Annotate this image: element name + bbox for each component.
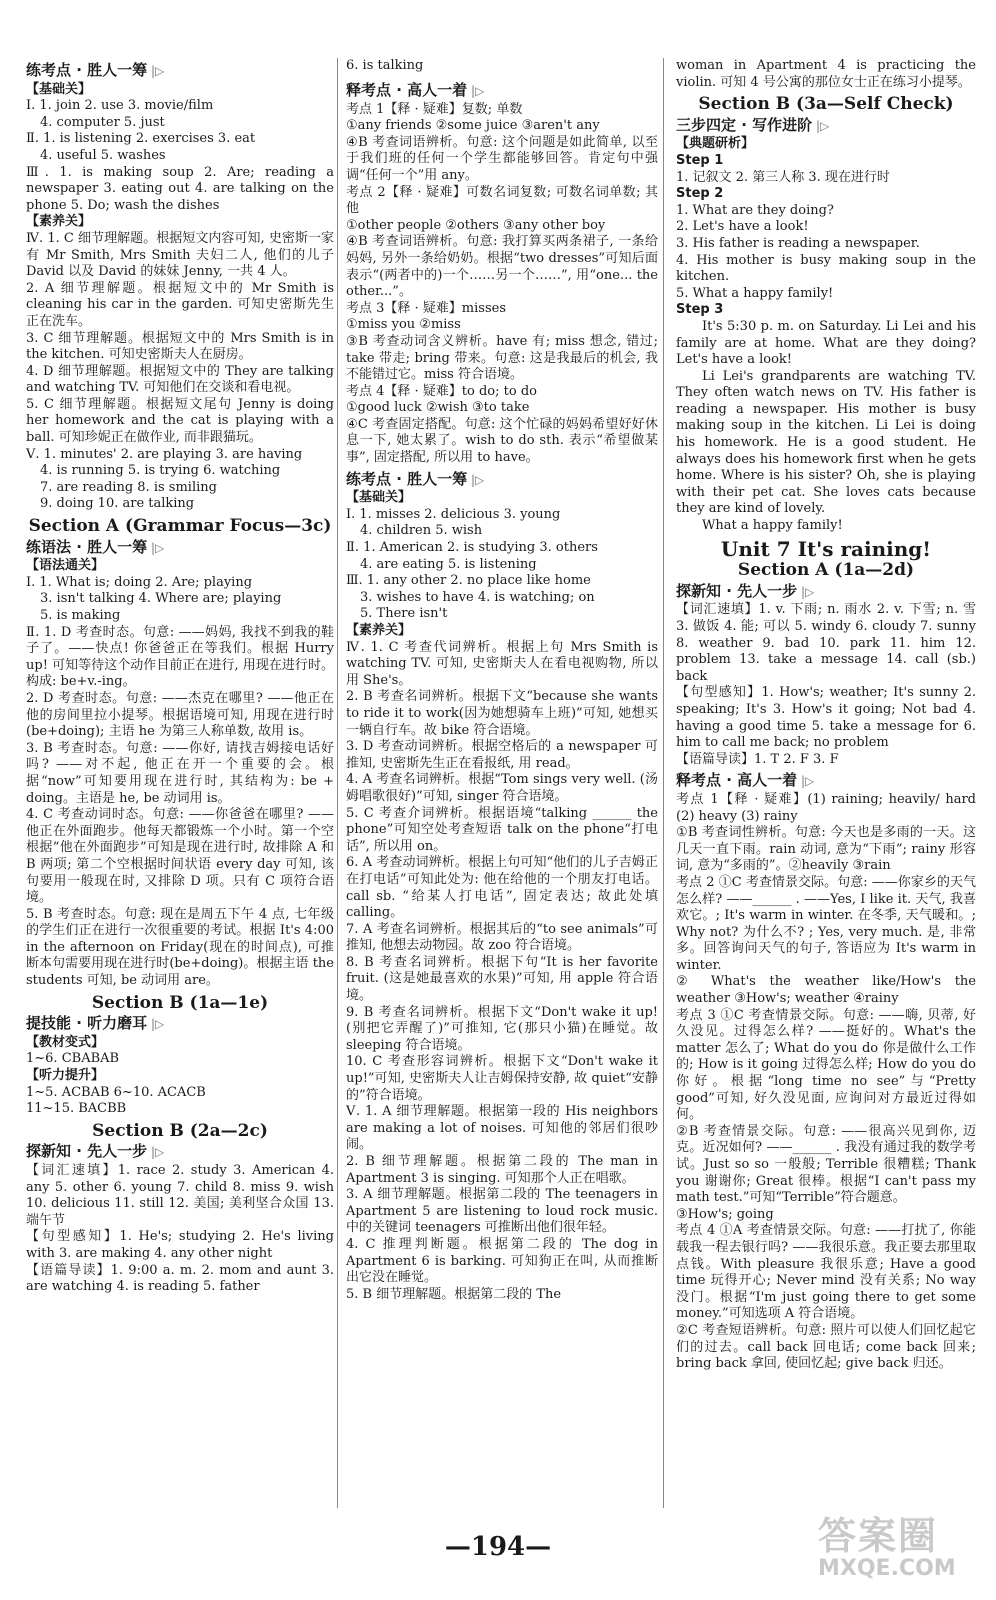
subsection-label: Step 3 [676,302,724,318]
section-title: Section B (3a—Self Check) [698,94,954,115]
watermark-line1: 答案圈 [818,1514,939,1558]
section-heading: 练考点 · 胜人一筹 |▷ [26,61,165,79]
section-heading: 释考点 · 高人一着 |▷ [346,81,485,99]
answer-line: Ⅲ. 1. is making soup 2. Are; reading a newspaper 3. eating out 4. are talking on the phone 5. Do; wash the dishes [26,164,334,213]
heading-arrow-icon: |▷ [812,118,830,133]
answer-line: Ⅱ. 1. is listening 2. exercises 3. eat [26,131,256,147]
answer-line: ③How's; going [676,1206,774,1222]
heading-arrow-icon: |▷ [147,1017,165,1032]
answer-line: 7. are reading 8. is smiling [40,479,217,495]
subsection-label: 【素养关】 [346,623,412,638]
section-heading: 练语法 · 胜人一筹 |▷ [26,537,165,556]
answer-line: 4. D 细节理解题。根据短文中的 They are talking and watching TV. 可知他们在交谈和看电视。 [26,363,334,396]
subsection-label: 【典题研析】 [676,136,755,152]
answer-line: ② What's the weather like/How's the weather ③How's; weather ④rainy [676,974,976,1007]
answer-line: 【词汇速填】1. race 2. study 3. American 4. any 5. other 6. young 7. child 8. miss 9. wish 10. delicious 11. still 12. 美国; 美利坚合众国 13. 端午节 [26,1163,334,1228]
section-title: Section A (1a—2d) [737,560,915,581]
answer-line: ①B 考查词性辨析。句意: 今天也是多雨的一天。这几天一直下雨。rain 动词, 意为“下雨”; rainy 形容词, 意为“多雨的”。②heavily ③rain [676,825,976,874]
page-number: —194— [444,1532,552,1562]
answer-line: 【句型感知】1. How's; weather; It's sunny 2. speaking; It's 3. How's it going; Not bad 4. having a good time 5. take a message for 6. him to call me back; no problem [676,685,976,751]
answer-line: Ⅰ. 1. misses 2. delicious 3. young [346,506,561,522]
answer-line: 4. children 5. wish [360,523,483,539]
answer-line: 6. A 考查动词辨析。根据上句可知“他们的儿子吉姆正在打电话”可知此处为: 他在给他的一个朋友打电话。call sb. “给某人打电话”, 固定表达; 故此处填 calling。 [346,855,658,921]
subsection-label: Step 1 [676,152,724,168]
answer-line: Ⅲ. 1. any other 2. no place like home [346,573,591,589]
answer-line: 【句型感知】1. He's; studying 2. He's living with 3. are making 4. any other night [26,1229,334,1261]
answer-line: 5. There isn't [360,606,448,622]
subsection-label: 【基础关】 [346,490,412,506]
subsection-label: 【语法通关】 [26,558,105,574]
column-divider [663,58,664,1508]
answer-line: ①other people ②others ③any other boy [346,217,606,233]
answer-line: ②C 考查短语辨析。句意: 照片可以使人们回忆起它们的过去。call back 回电话; come back 回来; bring back 拿回, 使回忆起; give back 归还。 [676,1322,976,1372]
answer-line: 考点 4【释 · 疑难】to do; to do [346,383,537,399]
answer-line: ①any friends ②some juice ③aren't any [346,118,600,134]
section-heading: 释考点 · 高人一着 |▷ [676,771,815,790]
answer-line: 11~15. BACBB [26,1101,127,1117]
section-title: Section B (2a—2c) [92,1120,268,1141]
section-heading: 提技能 · 听力磨耳 |▷ [26,1014,165,1033]
answer-line: 【语篇导读】1. T 2. F 3. F [676,751,839,767]
answer-line: 3. His father is reading a newspaper. [676,235,920,251]
subsection-label: 【听力提升】 [26,1068,105,1084]
unit-title: Unit 7 It's raining! [720,536,932,561]
answer-line: ①good luck ②wish ③to take [346,400,530,416]
answer-line: 4. computer 5. just [40,114,165,130]
answer-line: 【语篇导读】1. 9:00 a. m. 2. mom and aunt 3. are watching 4. is reading 5. father [26,1262,334,1295]
col2-top-answer: 6. is talking [346,58,424,73]
answer-line: ④C 考查固定搭配。句意: 这个忙碌的妈妈希望好好休息一下, 她太累了。wish to do sth. 表示“希望做某事”, 固定搭配, 所以用 to have。 [346,416,658,466]
answer-line: 1~5. ACBAB 6~10. ACACB [26,1084,206,1100]
subsection-label: 【素养关】 [26,214,92,230]
answer-line: 4. is running 5. is trying 6. watching [40,463,281,479]
answer-line: Ⅳ. 1. C 考查代词辨析。根据上句 Mrs Smith is watching TV. 可知, 史密斯夫人在看电视购物, 所以用 She's。 [346,639,658,688]
answer-line: Ⅳ. 1. C 细节理解题。根据短文内容可知, 史密斯一家有 Mr Smith, Mrs Smith 夫妇二人, 他们的儿子 David 以及 David 的妹妹 Jenny, 一共 4 人。 [26,230,334,280]
answer-line: 考点 4 ①A 考查情景交际。句意: ——打扰了, 你能载我一程去银行吗? ——我很乐意。我正要去那里取点钱。With pleasure 我很乐意; Have a good time 玩得开心; Never mind 没有关系; No way 没门。根据“I'm just going there to get some money.”可知选项 A 符合语境。 [676,1223,976,1322]
answer-line: 1. What are they doing? [676,202,834,218]
answer-line: 考点 2 ①C 考查情景交际。句意: ——你家乡的天气怎么样? ——______ . ——Yes, I like it. 天气, 我喜欢它。; It's warm in winter. 在冬季, 天气暖和。; Why not? 为什么不? ; Yes, very much. 是, 非常多。回答询问天气的句子, 答语应为 It's warm in winter. [676,874,976,973]
answer-line: 2. A 细节理解题。根据短文中的 Mr Smith is cleaning his car in the garden. 可知史密斯先生正在洗车。 [26,280,334,329]
answer-line: 9. B 考查名词辨析。根据下文“Don't wake it up! (别把它弄醒了)”可推知, 它(那只小猫)在睡觉。故 sleeping 符合语境。 [346,1004,658,1053]
answer-line: 2. B 考查名词辨析。根据下文“because she wants to ride it to work(因为她想骑车上班)”可知, 她想买一辆自行车。故 bike 符合语境。 [346,689,658,738]
essay-paragraph: Li Lei's grandparents are watching TV. They often watch news on TV. His father is reading a newspaper. His mother is busy making soup in the kitchen. Li Lei is doing his homework. He is a good student. He always does his homework first when he gets home. Where is his sister? Oh, she is playing with their pet cat. She loves cats because they are kind of lovely. [676,368,976,517]
answer-line: 3. A 细节理解题。根据第二段的 The teenagers in Apartment 5 are listening to loud rock music. 中的关键词 teenagers 可推断出他们很年轻。 [346,1187,658,1236]
answer-line: 7. A 考查名词辨析。根据其后的“to see animals”可推知, 他想去动物园。故 zoo 符合语境。 [346,921,658,954]
answer-line: 考点 1【释 · 疑难】复数; 单数 [346,101,523,117]
answer-line: Ⅰ. 1. join 2. use 3. movie/film [26,98,214,114]
answer-line: 4. C 考查动词时态。句意: ——你爸爸在哪里? ——他正在外面跑步。他每天都锻炼一个小时。第一个空根据“他在外面跑步”可知是现在进行时, 故排除 A 和 B 两项; 第二个空根据时间状语 every day 可知, 该句要用一般现在时, 又排除 D 项。只有 C 项符合语境。 [26,807,334,906]
answer-line: ④B 考查词语辨析。句意: 我打算买两条裙子, 一条给妈妈, 另外一条给奶奶。根据“two dresses”可知后面表示“(两者中的)一个……另一个……”, 用“one... the other...”。 [346,234,658,300]
answer-line: 1. 记叙文 2. 第三人称 3. 现在进行时 [676,169,890,185]
answer-line: 考点 3 ①C 考查情景交际。句意: ——嗨, 贝蒂, 好久没见。过得怎么样? ——挺好的。What's the matter 怎么了; What do you do 你是做什么工作的; How is it going 过得怎么样; How do you do 你好。根据“long time no see”与“Pretty good”可知, 好久没见面, 应询问对方最近过得如何。 [676,1007,976,1123]
answer-line: 考点 3【释 · 疑难】misses [346,300,506,316]
answer-line: ①miss you ②miss [346,317,461,333]
heading-arrow-icon: |▷ [467,472,485,487]
section-heading: 练考点 · 胜人一筹 |▷ [346,469,485,488]
subsection-label: 【基础关】 [26,81,92,97]
answer-line: 2. D 考查时态。句意: ——杰克在哪里? ——他正在他的房间里拉小提琴。根据语境可知, 用现在进行时(be+doing); 主语 he 为第三人称单数, 故用 is。 [26,690,334,740]
answer-line: 1~6. CBABAB [26,1051,120,1067]
answer-line: 3. wishes to have 4. is watching; on [360,589,595,605]
answer-line: 3. D 考查动词辨析。根据空格后的 a newspaper 可推知, 史密斯先生正在看报纸, 用 read。 [346,739,658,771]
answer-line: 8. B 考查名词辨析。根据下句“It is her favorite fruit. (这是她最喜欢的水果)”可知, 用 apple 符合语境。 [346,954,658,1004]
heading-arrow-icon: |▷ [147,1145,165,1160]
answer-line: 考点 2【释 · 疑难】可数名词复数; 可数名词单数; 其他 [346,184,658,217]
answer-line: Ⅴ. 1. minutes' 2. are playing 3. are having [26,446,303,462]
answer-line: Ⅰ. 1. What is; doing 2. Are; playing [26,574,253,590]
heading-arrow-icon: |▷ [147,64,165,78]
heading-arrow-icon: |▷ [147,540,165,555]
section-heading: 三步四定 · 写作进阶 |▷ [676,115,830,134]
answer-line: 【词汇速填】1. v. 下雨; n. 雨水 2. v. 下雪; n. 雪 3. 做饭 4. 能; 可以 5. windy 6. cloudy 7. sunny 8. weather 9. bad 10. park 11. him 12. problem 13. take a message 14. call (sb.) back [676,602,976,684]
answer-line: 5. C 细节理解题。根据短文尾句 Jenny is doing her homework and the cat is playing with a ball. 可知珍妮正在做作业, 而非跟猫玩。 [26,396,334,446]
heading-arrow-icon: |▷ [797,584,815,599]
section-heading: 探新知 · 先人一步 |▷ [676,581,815,600]
answer-line: 3. B 考查时态。句意: ——你好, 请找吉姆接电话好吗? ——对不起, 他正在开一个重要的会。根据“now”可知要用现在进行时, 其结构为: be + doing。主语是 he, be 动词用 is。 [26,740,334,806]
answer-line: 2. B 细节理解题。根据第二段的 The man in Apartment 3 is singing. 可知那个人正在唱歌。 [346,1154,658,1186]
answer-line: Ⅴ. 1. A 细节理解题。根据第一段的 His neighbors are making a lot of noises. 可知他的邻居们很吵闹。 [346,1104,658,1153]
answer-column-3 [676,58,976,1373]
section-title: Section B (1a—1e) [91,992,269,1013]
answer-line: 4. His mother is busy making soup in the kitchen. [676,252,976,285]
answer-line: 4. C 推理判断题。根据第二段的 The dog in Apartment 6 is barking. 可知狗正在叫, 从而推断出它没在睡觉。 [346,1236,658,1286]
watermark-logo [818,1505,984,1595]
section-heading: 探新知 · 先人一步 |▷ [26,1142,165,1161]
answer-line: ②B 考查情景交际。句意: ——很高兴见到你, 迈克。近况如何? ——______ . 我没有通过我的数学考试。Just so so 一般般; Terrible 很糟糕; Thank you 谢谢你; Great 很棒。根据“I can't pass my math test.”可知“Terrible”符合题意。 [676,1123,976,1206]
answer-column-1 [26,58,334,1296]
answer-line: 考点 1【释 · 疑难】(1) raining; heavily/ hard (2) heavy (3) rainy [676,791,976,824]
column-divider [337,58,338,1508]
heading-arrow-icon: |▷ [467,84,485,98]
answer-line: 9. doing 10. are talking [40,496,195,512]
section-title: Section A (Grammar Focus—3c) [28,516,332,537]
answer-line: 10. C 考查形容词辨析。根据下文“Don't wake it up!”可知, 史密斯夫人让吉姆保持安静, 故 quiet“安静的”符合语境。 [346,1054,658,1103]
answer-column-2 [346,78,658,1303]
answer-line: woman in Apartment 4 is practicing the violin. 可知 4 号公寓的那位女士正在练习小提琴。 [676,58,976,90]
answer-line: 5. is making [40,608,121,623]
watermark-line2: MXQE.COM [818,1556,956,1581]
subsection-label: 【教材变式】 [26,1034,105,1050]
answer-line: ③B 考查动词含义辨析。have 有; miss 想念, 错过; take 带走; bring 带来。句意: 这是我最后的机会, 我不能错过它。miss 符合语境。 [346,333,658,383]
answer-line: 4. are eating 5. is listening [360,556,537,572]
essay-paragraph: What a happy family! [702,518,843,534]
answer-line: Ⅱ. 1. D 考查时态。句意: ——妈妈, 我找不到我的鞋子了。——快点! 你爸爸正在等我们。根据 Hurry up! 可知等待这个动作目前正在进行, 用现在进行时。构成: be+v.-ing。 [26,624,334,690]
answer-line: 3. isn't talking 4. Where are; playing [40,591,282,607]
subsection-label: Step 2 [676,186,724,202]
answer-line: 3. C 细节理解题。根据短文中的 Mrs Smith is in the kitchen. 可知史密斯夫人在厨房。 [26,330,334,363]
answer-line: ④B 考查词语辨析。句意: 这个问题是如此简单, 以至于我们班的任何一个学生都能够回答。肯定句中强调“任何一个”用 any。 [346,134,658,183]
answer-line: 5. What a happy family! [676,285,834,301]
essay-paragraph: It's 5:30 p. m. on Saturday. Li Lei and his family are at home. What are they doing? Let's have a look! [676,318,976,368]
answer-line: Ⅱ. 1. American 2. is studying 3. others [346,540,598,556]
answer-line: 5. C 考查介词辨析。根据语境“talking ______ the phone”可知空处考查短语 talk on the phone“打电话”, 所以用 on。 [346,805,658,854]
heading-arrow-icon: |▷ [797,774,815,789]
answer-line: 5. B 细节理解题。根据第二段的 The [346,1286,562,1302]
answer-line: 4. A 考查名词辨析。根据“Tom sings very well. (汤姆唱歌很好)”可知, singer 符合语境。 [346,772,658,804]
answer-line: 2. Let's have a look! [676,219,809,235]
answer-line: 5. B 考查时态。句意: 现在是周五下午 4 点, 七年级的学生们正在进行一次很重要的考试。根据 It's 4:00 in the afternoon on Friday(现在的时间点), 可推断本句需要用现在进行时(be+doing)。根据主语 the students 可知, be 动词用 are。 [26,906,334,989]
answer-line: 4. useful 5. washes [40,147,166,163]
